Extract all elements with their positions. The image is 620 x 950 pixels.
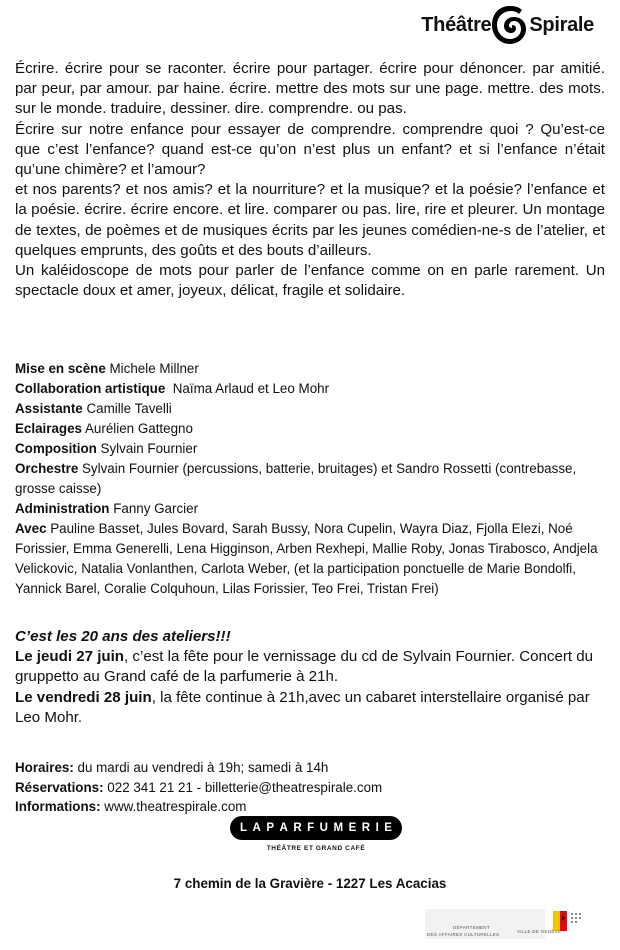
anniversary-line xyxy=(15,647,605,687)
credit-names: Camille Tavelli xyxy=(82,401,172,416)
info-line xyxy=(15,758,605,778)
credit-line xyxy=(15,379,605,399)
info-value[interactable]: 022 341 21 21 - billetterie@theatrespirale.com xyxy=(103,779,383,795)
credit-names: Naïma Arlaud et Leo Mohr xyxy=(165,381,330,396)
event-text: , la fête continue à 21h,avec un cabaret interstellaire organisé par Leo Mohr. xyxy=(15,688,590,726)
credit-role: Composition xyxy=(15,441,97,456)
event-date: Le vendredi 28 juin xyxy=(15,688,152,706)
credits-list xyxy=(15,359,605,599)
info-label: Informations: xyxy=(15,799,101,814)
sponsor-department: DÉPARTEMENT xyxy=(453,925,490,930)
credit-role: Assistante xyxy=(15,401,83,416)
info-line xyxy=(15,797,605,817)
theatre-logo xyxy=(421,0,594,50)
credit-role: Eclairages xyxy=(15,421,82,436)
practical-info xyxy=(15,758,605,817)
parfumerie-letter: F xyxy=(307,822,315,834)
parfumerie-letter: A xyxy=(279,822,288,834)
credit-role: Mise en scène xyxy=(15,361,106,376)
credit-names: Pauline Basset, Jules Bovard, Sarah Bussy, Nora Cupelin, Wayra Diaz, Fjolla Elezi, Noé Forissier, Emma Generelli, Lena Higginson, Arben Rexhepi, Mallie Roby, Jonas Tirabosco, Andjela Velickovic, Natalia Vonlanthen, Carlota Weber, (et la participation ponctuelle de Marie Bondolfi, Yannick Barel, Coralie Colquhoun, Lilas Forissier, Teo Frei, Tristan Frei) xyxy=(15,521,598,596)
brand-left: Théâtre xyxy=(421,13,492,36)
brand-right: Spirale xyxy=(529,13,594,36)
parfumerie-letter: U xyxy=(319,822,328,834)
parfumerie-letter: A xyxy=(252,822,261,834)
credit-names: Sylvain Fournier xyxy=(96,441,198,456)
parfumerie-band xyxy=(230,816,402,840)
credit-line xyxy=(15,399,605,419)
credit-role: Avec xyxy=(15,521,47,536)
credit-line xyxy=(15,519,605,599)
sponsor-background-icon xyxy=(425,905,595,945)
parfumerie-letter: E xyxy=(348,822,357,834)
parfumerie-letter: I xyxy=(375,822,379,834)
credit-names: Sylvain Fournier (percussions, batterie, bruitages) et Sandro Rossetti (contrebasse, grosse caisse) xyxy=(15,461,577,496)
address: 7 chemin de la Gravière - 1227 Les Acacias xyxy=(173,876,447,891)
credit-role: Administration xyxy=(15,501,110,516)
parfumerie-subtitle: THÉÂTRE ET GRAND CAFÉ xyxy=(266,845,366,852)
parfumerie-letter: R xyxy=(361,822,371,834)
anniversary-title: C’est les 20 ans des ateliers!!! xyxy=(15,628,231,645)
sponsor-logo xyxy=(425,905,595,945)
info-label: Réservations: xyxy=(15,779,104,795)
parfumerie-letter: E xyxy=(384,822,392,834)
credit-line xyxy=(15,419,605,439)
intro-paragraph: Écrire sur notre enfance pour essayer de comprendre. comprendre quoi ? Qu’est-ce que c’est l’enfance? quand est-ce qu’on n’est plus un enfant? et si l’enfance n’était qu’une chimère? et l’amour? xyxy=(15,120,605,179)
credit-line xyxy=(15,359,605,379)
parfumerie-letter: P xyxy=(266,822,275,834)
intro-paragraph: Un kaléidoscope de mots pour parler de l’enfance comme on en parle rarement. Un spectacle doux et amer, joyeux, délicat, fragile et solidaire. xyxy=(15,262,605,300)
credit-line xyxy=(15,459,605,499)
credit-role: Collaboration artistique xyxy=(15,381,166,396)
credit-names: Michele Millner xyxy=(105,361,199,376)
intro-text xyxy=(15,59,605,301)
intro-paragraph: Écrire. écrire pour se raconter. écrire pour partager. écrire pour dénoncer. par amitié. par peur, par amour. par haine. écrire. mettre des mots sur une page. mettre. des mots. sur le monde. traduire, dessiner. dire. comprendre. ou pas. xyxy=(15,60,605,118)
anniversary-section xyxy=(15,627,605,728)
intro-paragraph: et nos parents? et nos amis? et la nourriture? et la musique? et la poésie? l’enfance et la poésie. écrire. écrire encore. et lire. comparer ou pas. lire, rire et pleurer. Un montage de textes, de poèmes et de musiques écrits par les jeunes comédien-ne-s de l’atelier, et quelques emprunts, des goûts et des bouts d’ailleurs. xyxy=(15,181,605,259)
credit-role: Orchestre xyxy=(15,461,79,476)
credit-line xyxy=(15,439,605,459)
parfumerie-letter: M xyxy=(333,822,344,834)
parfumerie-letter: L xyxy=(240,822,248,834)
anniversary-line xyxy=(15,688,605,728)
parfumerie-logo xyxy=(230,816,390,866)
spiral-icon xyxy=(487,2,533,48)
sponsor-department-line2: DES AFFAIRES CULTURELLES xyxy=(427,932,500,937)
info-label: Horaires: xyxy=(15,760,74,775)
parfumerie-letter: R xyxy=(293,822,302,834)
credit-names: Fanny Garcier xyxy=(109,501,199,516)
info-value[interactable]: www.theatrespirale.com xyxy=(100,799,247,814)
info-line xyxy=(15,778,605,798)
sponsor-city: VILLE DE GENÈVE xyxy=(517,929,562,934)
credit-line xyxy=(15,499,605,519)
event-text: , c’est la fête pour le vernissage du cd de Sylvain Fournier. Concert du gruppetto au Grand café de la parfumerie à 21h. xyxy=(15,648,594,686)
info-value: du mardi au vendredi à 19h; samedi à 14h xyxy=(73,760,329,775)
credit-names: Aurélien Gattegno xyxy=(82,421,193,436)
event-date: Le jeudi 27 juin xyxy=(15,648,125,666)
